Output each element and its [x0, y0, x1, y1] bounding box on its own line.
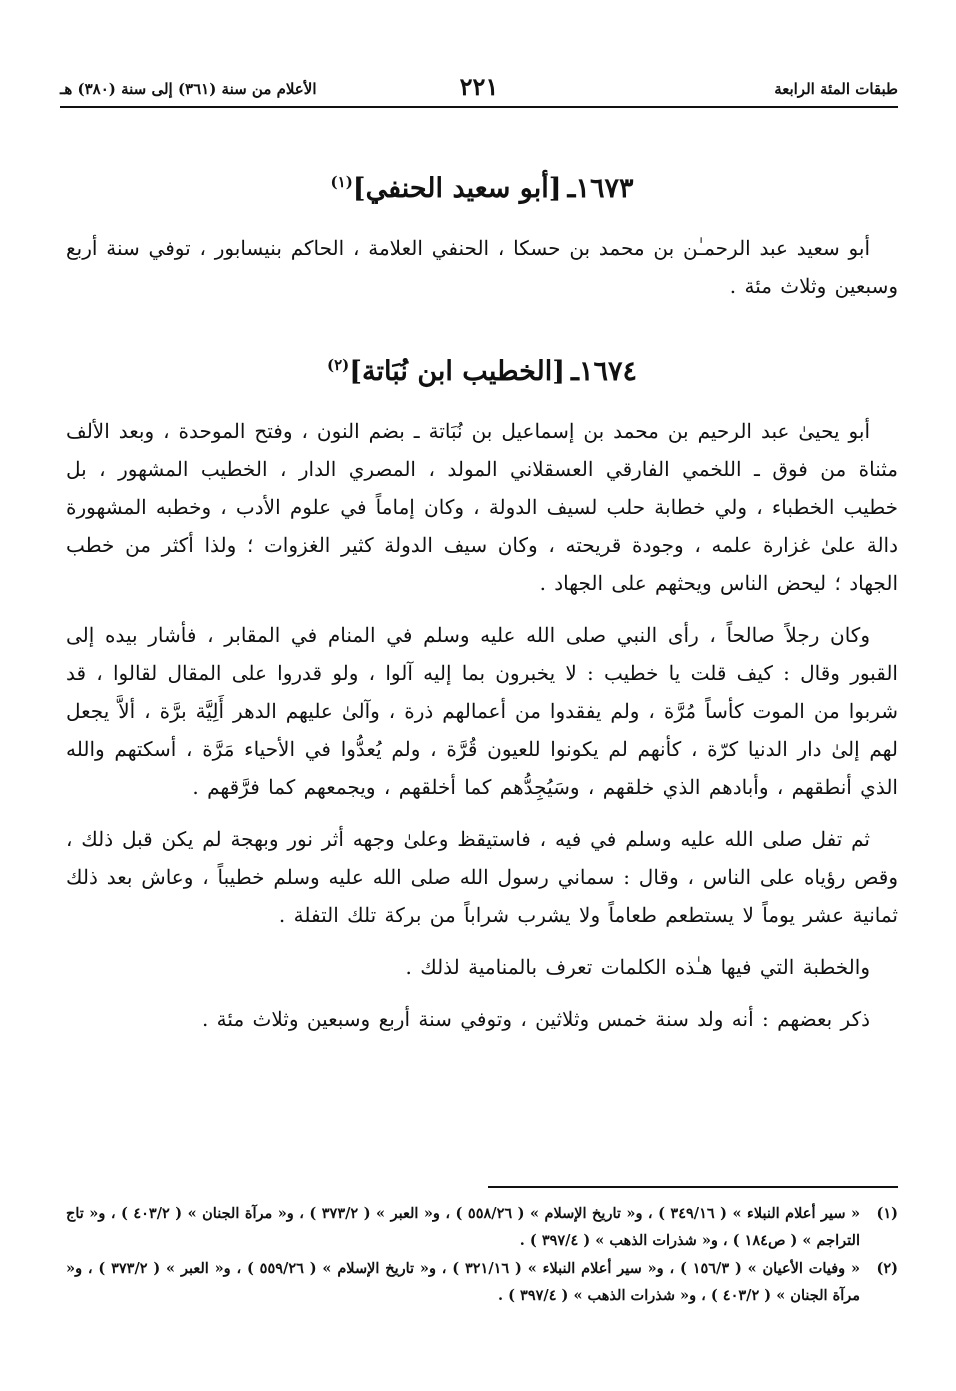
entry-paragraph: ذكر بعضهم : أنه ولد سنة خمس وثلاثين ، وتوفي سنة أربع وسبعين وثلاث مئة . — [201, 1007, 870, 1031]
entry-paragraph: وكان رجلاً صالحاً ، رأى النبي صلى الله عليه وسلم في المنام في المقابر ، فأشار بيده إلى القبور وقال : كيف قلت يا خطيب : لا يخبرون بما إليه آلوا ، ولو قدروا على المقال لقالوا ، قد شربوا من الموت كأساً مُرَّة ، ولم يفقدوا من أعمالهم ذرة ، وآلىٰ عليهم الدهر أَلِيَّة برَّة ، ألاَّ يجعل لهم إلىٰ دار الدنيا كرّة ، كأنهم لم يكونوا للعيون قُرَّة ، ولم يُعدُّوا في الأحياء مَرَّة ، أسكتهم والله الذي أنطقهم ، وأبادهم الذي خلقهم ، وسَيُجِدُّهم كما أخلقهم ، ويجمعهم كما فرَّقهم . — [66, 623, 898, 799]
entry-paragraph: أبو يحيىٰ عبد الرحيم بن محمد بن إسماعيل بن نُبَاتة ـ بضم النون ، وفتح الموحدة ، وبعد الألف مثناة من فوق ـ اللخمي الفارقي العسقلاني المولد ، المصري الدار ، الخطيب المشهور ، بل خطيب الخطباء ، ولي خطابة حلب لسيف الدولة ، وكان إماماً في علوم الأدب ، وخطبه المشهورة دالة علىٰ غزارة علمه ، وجودة قريحته ، وكان سيف الدولة كثير الغزوات ؛ ولذا أكثر من خطب الجهاد ؛ ليحض الناس ويحثهم على الجهاد . — [66, 419, 898, 595]
entry-paragraph: أبو سعيد عبد الرحمـٰن بن محمد بن حسكا ، الحنفي العلامة ، الحاكم بنيسابور ، توفي سنة أربع وسبعين وثلاث مئة . — [66, 236, 898, 298]
entry-paragraph: والخطبة التي فيها هـٰذه الكلمات تعرف بالمنامية لذلك . — [405, 955, 870, 979]
entry-heading-1673 — [66, 162, 898, 209]
footnote-number: (٢) — [876, 1260, 898, 1277]
footnote-item — [66, 1255, 898, 1309]
entry-paragraph: ثم تفل صلى الله عليه وسلم في فيه ، فاستيقظ وعلىٰ وجهه أثر نور وبهجة لم يكن قبل ذلك ، وقص رؤياه على الناس ، وقال : سماني رسول الله صلى الله عليه وسلم خطيباً ، وعاش بعد ذلك ثمانية عشر يوماً لا يستطعم طعاماً ولا يشرب شراباً من بركة تلك التفلة . — [66, 827, 898, 927]
footnote-divider — [488, 1186, 898, 1188]
entry-title: [أبو سعيد الحنفي] — [352, 173, 562, 204]
entry-number: ١٦٧٤ـ — [571, 356, 637, 387]
footnote-number: (١) — [876, 1205, 898, 1222]
header-date-range: الأعلام من سنة (٣٦١) إلى سنة (٣٨٠) هـ — [60, 80, 317, 98]
running-header — [60, 72, 898, 108]
main-text — [66, 162, 898, 1038]
footnote-ref[interactable]: (٢) — [327, 356, 350, 374]
header-section-title: طبقات المئة الرابعة — [774, 80, 898, 98]
footnote-item — [66, 1200, 898, 1254]
footnote-text: « وفيات الأعيان » ( ١٥٦/٣ ) ، و« سير أعلام النبلاء » ( ٣٢١/١٦ ) ، و« تاريخ الإسلام » ( ٥٥٩/٢٦ ) ، و« العبر » ( ٣٧٣/٢ ) ، و« مرآة الجنان » ( ٤٠٣/٢ ) ، و« شذرات الذهب » ( ٣٩٧/٤ ) . — [66, 1260, 861, 1304]
footnote-text: « سير أعلام النبلاء » ( ٣٤٩/١٦ ) ، و« تاريخ الإسلام » ( ٥٥٨/٢٦ ) ، و« العبر » ( ٣٧٣/٢ ) ، و« مرآة الجنان » ( ٤٠٣/٢ ) ، و« تاج التراجم » ( ص١٨٤ ) ، و« شذرات الذهب » ( ٣٩٧/٤ ) . — [66, 1205, 861, 1249]
entry-title: [الخطيب ابن نُبَاتة] — [349, 356, 566, 387]
entry-heading-1674 — [66, 345, 898, 392]
entry-number: ١٦٧٣ـ — [567, 173, 634, 204]
footnotes — [66, 1200, 898, 1310]
page-number: ٢٢١ — [459, 72, 499, 101]
footnote-ref[interactable]: (١) — [330, 173, 353, 191]
